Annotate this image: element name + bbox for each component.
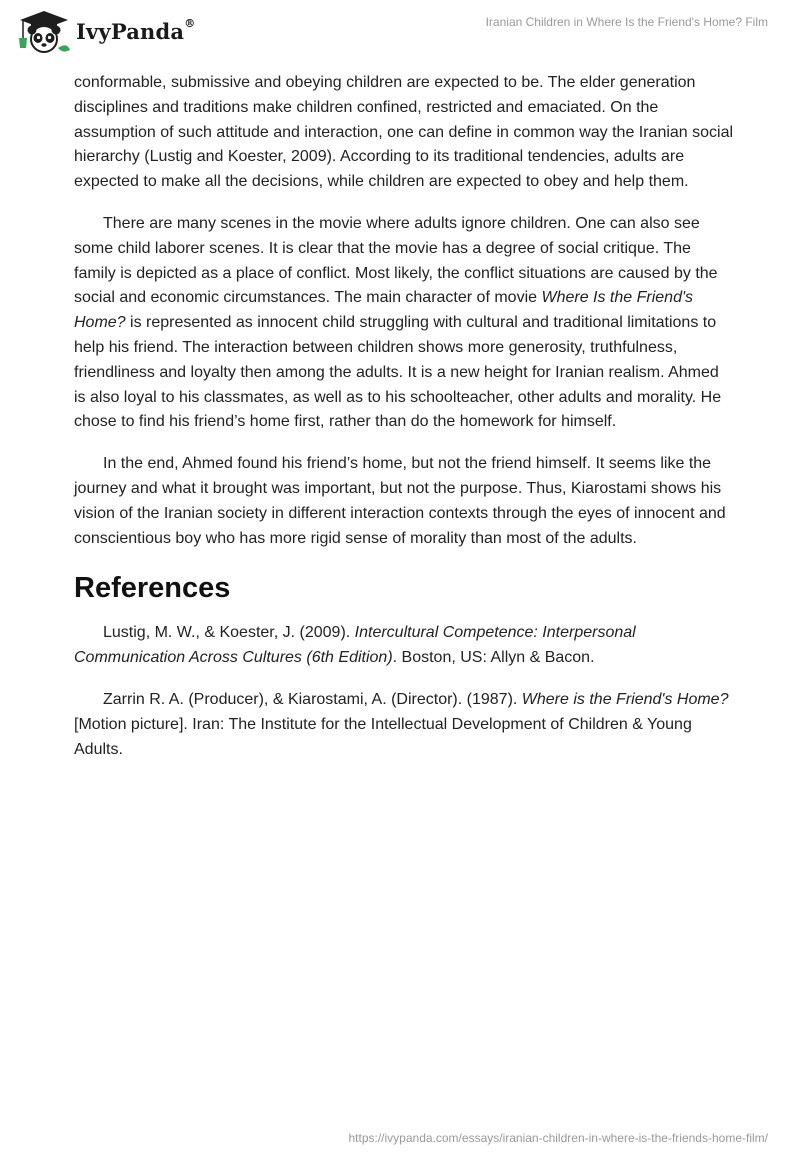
paragraph: There are many scenes in the movie where adults ignore children. One can also see some child laborer scenes. It is clear that the movie has a degree of social critique. The family is depicted as a place of conflict. Most likely, the conflict situations are caused by the social and economic circumstances. The main character of movie Where Is the Friend's Home? is represented as innocent child struggling with cultural and traditional limitations to help his friend. The interaction between children shows more generosity, truthfulness, friendliness and loyalty then among the adults. It is a new height for Iranian realism. Ahmed is also loyal to his classmates, as well as to his schoolteacher, other adults and morality. He chose to find his friend’s home first, rather than do the homework for himself. (74, 214, 722, 431)
ivypanda-logo[interactable] (14, 8, 195, 54)
references-heading: References (74, 572, 231, 605)
logo-wordmark: IvyPanda® (76, 16, 196, 44)
paragraph: In the end, Ahmed found his friend’s home, but not the friend himself. It seems like the journey and what it brought was important, but not the purpose. Thus, Kiarostami shows his vision of the Iranian society in different interaction contexts through the eyes of innocent and conscientious boy who has more rigid sense of morality than most of the adults. (74, 455, 726, 547)
essay-content (74, 71, 734, 779)
panda-graduate-icon (14, 8, 72, 54)
reference-title: Intercultural Competence: Interpersonal Communication Across Cultures (6th Edition) (74, 624, 636, 667)
page-header (0, 0, 800, 70)
reference-item: Lustig, M. W., & Koester, J. (2009). Intercultural Competence: Interpersonal Communication Across Cultures (6th Edition). Boston, US: Allyn & Bacon. (74, 624, 636, 667)
source-url[interactable]: https://ivypanda.com/essays/iranian-children-in-where-is-the-friends-home-film/ (348, 1131, 768, 1145)
paragraph: conformable, submissive and obeying children are expected to be. The elder generation disciplines and traditions make children confined, restricted and emaciated. On the assumption of such attitude and interaction, one can define in common way the Iranian social hierarchy (Lustig and Koester, 2009). According to its traditional tendencies, adults are expected to make all the decisions, while children are expected to obey and help them. (74, 74, 734, 191)
film-title: Where Is the Friend's Home? (74, 289, 694, 332)
document-title: Iranian Children in Where Is the Friend's Home? Film (485, 15, 768, 29)
reference-title: Where is the Friend's Home? (521, 690, 729, 708)
reference-item: Zarrin R. A. (Producer), & Kiarostami, A. (Director). (1987). Where is the Friend's Home? [Motion picture]. Iran: The Institute for the Intellectual Development of Children & Young Adults. (74, 690, 729, 758)
